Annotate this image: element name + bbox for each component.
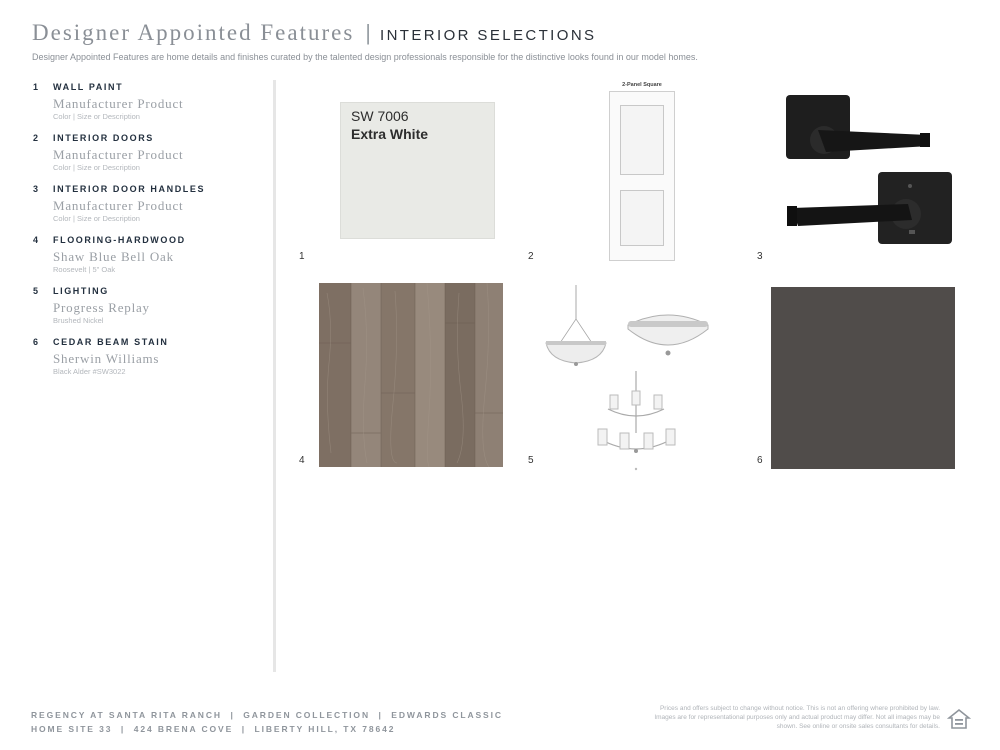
feature-number: 4 <box>33 235 40 245</box>
flooring-image <box>319 283 503 467</box>
image-number-2: 2 <box>528 251 534 262</box>
feature-product: Manufacturer Product <box>53 198 184 213</box>
door-caption: 2-Panel Square <box>622 82 662 88</box>
feature-item-door-handles <box>33 184 263 223</box>
feature-product: Manufacturer Product <box>53 96 184 111</box>
feature-number: 3 <box>33 184 40 194</box>
paint-code: SW 7006 <box>351 108 409 124</box>
title-separator: | <box>365 20 371 45</box>
image-number-1: 1 <box>299 251 305 262</box>
wood-plank-icon <box>319 283 503 467</box>
feature-product: Sherwin Williams <box>53 351 160 366</box>
image-number-3: 3 <box>757 251 763 262</box>
feature-name: INTERIOR DOORS <box>53 133 154 143</box>
feature-description: Color | Size or Description <box>53 112 140 121</box>
paint-name: Extra White <box>351 126 429 142</box>
paint-swatch-image <box>340 102 495 239</box>
feature-item-flooring <box>33 235 263 274</box>
image-number-5: 5 <box>528 455 534 466</box>
feature-name: CEDAR BEAM STAIN <box>53 337 169 347</box>
feature-product: Manufacturer Product <box>53 147 184 162</box>
feature-item-lighting <box>33 286 263 325</box>
lighting-image <box>538 283 718 473</box>
footer-address <box>31 708 503 736</box>
door-handles-image <box>778 80 962 264</box>
feature-name: INTERIOR DOOR HANDLES <box>53 184 206 194</box>
image-number-4: 4 <box>299 455 305 466</box>
stain-swatch-image <box>771 287 955 469</box>
feature-number: 6 <box>33 337 40 347</box>
equal-housing-opportunity-icon <box>947 707 971 731</box>
intro-text: Designer Appointed Features are home details and finishes curated by the talented design professionals responsible for the distinctive looks found in our model homes. <box>32 52 698 62</box>
vertical-divider <box>273 80 276 672</box>
feature-description: Brushed Nickel <box>53 316 104 325</box>
door-handle-icon <box>778 80 962 264</box>
feature-product: Shaw Blue Bell Oak <box>53 249 174 264</box>
door-image <box>609 91 675 261</box>
feature-item-beam-stain <box>33 337 263 376</box>
feature-name: FLOORING-HARDWOOD <box>53 235 186 245</box>
feature-item-wall-paint <box>33 82 263 121</box>
light-fixture-icon <box>538 283 718 473</box>
feature-name: LIGHTING <box>53 286 109 296</box>
header <box>32 20 970 62</box>
feature-description: Roosevelt | 5" Oak <box>53 265 116 274</box>
page-title: Designer Appointed Features <box>32 20 355 45</box>
feature-number: 5 <box>33 286 40 296</box>
door-panel-bottom <box>620 190 664 246</box>
feature-description: Color | Size or Description <box>53 214 140 223</box>
page-subtitle: INTERIOR SELECTIONS <box>380 27 597 44</box>
feature-item-interior-doors <box>33 133 263 172</box>
door-panel-top <box>620 105 664 175</box>
feature-description: Color | Size or Description <box>53 163 140 172</box>
title-row <box>32 20 970 46</box>
feature-description: Black Alder #SW3022 <box>53 367 126 376</box>
feature-number: 1 <box>33 82 40 92</box>
footer-line-2: HOME SITE 33 | 424 BRENA COVE | LIBERTY HILL, TX 78642 <box>31 724 396 734</box>
footer-line-1: REGENCY AT SANTA RITA RANCH | GARDEN COLLECTION | EDWARDS CLASSIC <box>31 710 503 720</box>
feature-name: WALL PAINT <box>53 82 124 92</box>
feature-number: 2 <box>33 133 40 143</box>
feature-list <box>33 82 263 388</box>
footer-disclaimer: Prices and offers subject to change without notice. This is not an offering where prohibited by law. Images are for representational purposes only and actual product may differ. Not all images may be shown. See online or onsite sales consultants for details. <box>654 705 940 730</box>
feature-product: Progress Replay <box>53 300 150 315</box>
image-number-6: 6 <box>757 455 763 466</box>
